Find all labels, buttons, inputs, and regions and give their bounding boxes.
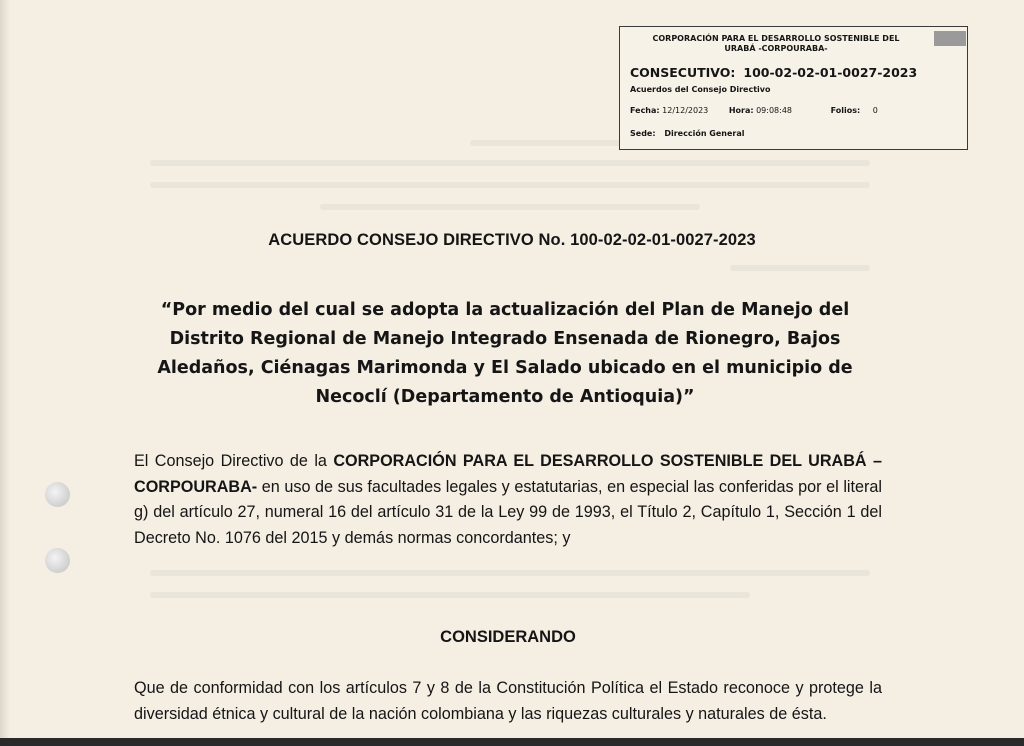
- fecha-value: 12/12/2023: [662, 106, 709, 115]
- document-subject: [120, 296, 890, 412]
- punch-hole: [45, 548, 70, 573]
- intro-start: El Consejo Directivo de la: [134, 452, 334, 470]
- stamp-date-row: [630, 106, 878, 115]
- intro-rest: en uso de sus facultades legales y estatutarias, en especial las conferidas por el literal g) del artículo 27, numeral 16 del artículo 31 de la Ley 99 de 1993, el Título 2, Capítulo 1, Sección 1 del Decreto No. 1076 del 2015 y demás normas concordantes; y: [134, 477, 882, 547]
- stamp-barcode-block: [934, 31, 966, 46]
- considerando-heading: CONSIDERANDO: [440, 628, 576, 646]
- stamp-org-line1: CORPORACIÓN PARA EL DESARROLLO SOSTENIBLE DEL: [652, 34, 900, 43]
- filing-stamp: [619, 26, 968, 150]
- show-through-line: [320, 204, 700, 210]
- stamp-document-type: Acuerdos del Consejo Directivo: [630, 85, 771, 94]
- show-through-line: [730, 265, 870, 271]
- stamp-sede-row: [630, 129, 745, 138]
- show-through-line: [150, 592, 750, 598]
- show-through-line: [150, 182, 870, 188]
- hora-value: 09:08:48: [756, 106, 793, 115]
- stamp-consecutivo: [630, 65, 917, 80]
- folios-value: 0: [872, 106, 878, 115]
- show-through-line: [150, 570, 870, 576]
- folios-label: Folios:: [830, 106, 861, 115]
- subject-line: Distrito Regional de Manejo Integrado Ensenada de Rionegro, Bajos: [169, 329, 841, 349]
- considerando-paragraph: Que de conformidad con los artículos 7 y 8 de la Constitución Política el Estado reconoce y protege la diversidad étnica y cultural de la nación colombiana y las riquezas culturales y naturales de ésta.: [134, 679, 882, 723]
- intro-paragraph: [134, 449, 882, 551]
- stamp-organization: [620, 34, 932, 54]
- sede-value: Dirección General: [664, 129, 745, 138]
- subject-line: Aledaños, Ciénagas Marimonda y El Salado ubicado en el municipio de: [157, 358, 853, 378]
- hora-label: Hora:: [728, 106, 754, 115]
- sede-label: Sede:: [630, 129, 656, 138]
- stamp-org-line2: URABÁ -CORPOURABA-: [724, 44, 828, 53]
- consecutivo-value: 100-02-02-01-0027-2023: [743, 65, 918, 80]
- page-bottom-edge: [0, 738, 1024, 746]
- acuerdo-heading: ACUERDO CONSEJO DIRECTIVO No. 100-02-02-01-0027-2023: [268, 231, 756, 249]
- fecha-label: Fecha:: [630, 106, 660, 115]
- show-through-line: [150, 160, 870, 166]
- intro-organization: CORPORACIÓN PARA EL DESARROLLO SOSTENIBLE DEL URABÁ –CORPOURABA-: [134, 452, 882, 496]
- subject-line: “Por medio del cual se adopta la actualización del Plan de Manejo del: [160, 300, 850, 320]
- punch-hole: [45, 482, 70, 507]
- consecutivo-label: CONSECUTIVO:: [630, 65, 736, 80]
- subject-line: Necoclí (Departamento de Antioquia)”: [315, 387, 695, 407]
